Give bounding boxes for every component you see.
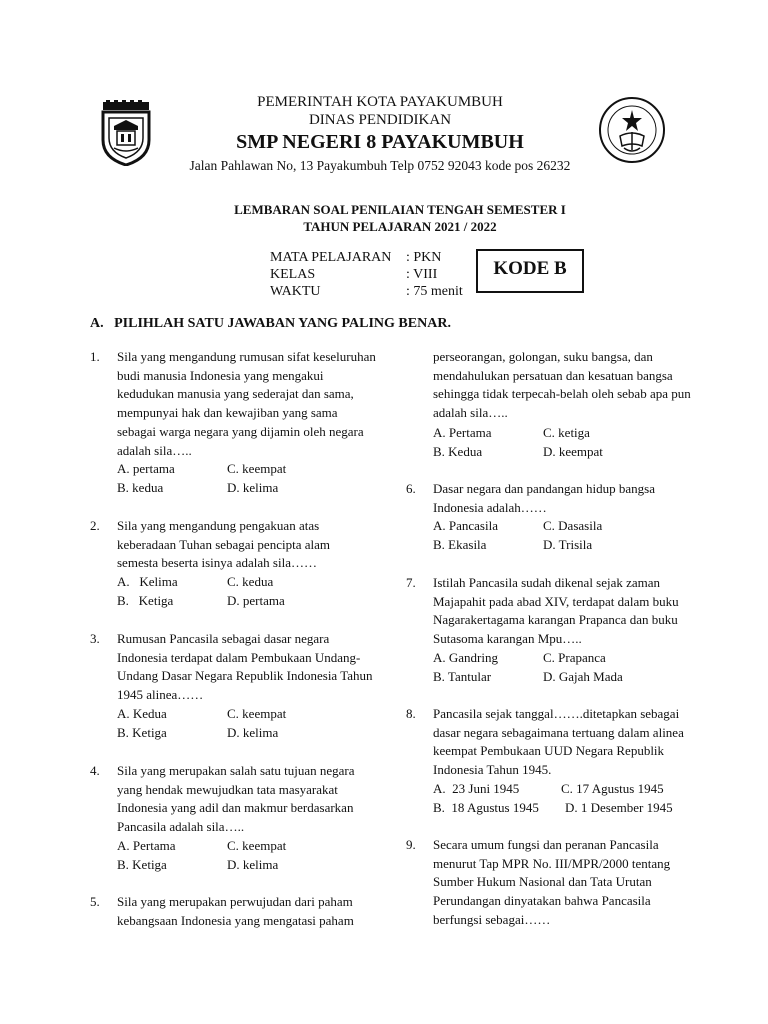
option-row <box>117 479 387 498</box>
exam-title <box>190 201 610 235</box>
question-text: Sila yang merupakan perwujudan dari paham kebangsaan Indonesia yang mengatasi paham <box>117 894 354 928</box>
info-value: : 75 menit <box>406 284 463 299</box>
exam-title-line1: LEMBARAN SOAL PENILAIAN TENGAH SEMESTER I <box>234 202 566 217</box>
info-row <box>270 266 470 283</box>
option-d: D. Gajah Mada <box>543 669 623 684</box>
info-row <box>270 283 470 300</box>
question-number: 1. <box>90 349 100 364</box>
question-text: Secara umum fungsi dan peranan Pancasila menurut Tap MPR No. III/MPR/2000 tentang Sumber Hukum Nasional dan Tata Urutan Perundangan dinyatakan bahwa Pancasila berfungsi sebagai…… <box>433 837 671 927</box>
info-label: MATA PELAJARAN <box>270 250 392 265</box>
option-b: B. 18 Agustus 1945 <box>433 800 539 815</box>
option-row <box>117 460 387 479</box>
option-row <box>117 705 387 724</box>
gov-name: PEMERINTAH KOTA PAYAKUMBUH <box>257 94 503 110</box>
payakumbuh-emblem-logo <box>100 100 152 166</box>
question-number: 8. <box>406 706 416 721</box>
question-number: 5. <box>90 894 100 909</box>
option-row <box>433 649 703 668</box>
option-c: C. 17 Agustus 1945 <box>561 781 664 796</box>
question-number: 9. <box>406 837 416 852</box>
option-a: A. 23 Juni 1945 <box>433 781 520 796</box>
exam-title-line2: TAHUN PELAJARAN 2021 / 2022 <box>303 219 497 234</box>
question-number: 6. <box>406 481 416 496</box>
option-row <box>433 443 703 462</box>
kode-box: KODE B <box>476 249 584 293</box>
option-d: D. pertama <box>227 593 285 608</box>
option-a: A. Kedua <box>117 706 167 721</box>
question-number: 7. <box>406 575 416 590</box>
option-row <box>117 573 387 592</box>
option-a: A. Pertama <box>433 425 492 440</box>
option-a: A. Gandring <box>433 650 498 665</box>
option-row <box>433 424 703 443</box>
option-row <box>433 536 703 555</box>
option-row <box>117 592 387 611</box>
option-b: B. Ketiga <box>117 857 167 872</box>
option-b: B. Ketiga <box>117 593 174 608</box>
option-c: C. keempat <box>227 706 287 721</box>
option-a: A. pertama <box>117 461 175 476</box>
option-c: C. keempat <box>227 461 287 476</box>
option-c: C. Dasasila <box>543 518 603 533</box>
question-text: Rumusan Pancasila sebagai dasar negara Indonesia terdapat dalam Pembukaan Undang-Undang Dasar Negara Republik Indonesia Tahun 1945 alinea…… <box>117 631 373 703</box>
question-text: Sila yang mengandung rumusan sifat keseluruhan budi manusia Indonesia yang mengakui kedudukan manusia yang sederajat dan sama, mempunyai hak dan kewajiban yang sama sebagai warga negara yang dijamin oleh negara adalah sila….. <box>117 349 376 458</box>
info-label: KELAS <box>270 267 316 282</box>
info-value: : PKN <box>406 250 442 265</box>
option-c: C. ketiga <box>543 425 590 440</box>
info-value: : VIII <box>406 267 438 282</box>
option-row <box>433 780 703 799</box>
info-row <box>270 249 470 266</box>
school-name: SMP NEGERI 8 PAYAKUMBUH <box>236 131 524 153</box>
option-row <box>117 837 387 856</box>
option-d: D. kelima <box>227 857 279 872</box>
option-b: B. kedua <box>117 480 164 495</box>
question-text: Dasar negara dan pandangan hidup bangsa Indonesia adalah…… <box>433 481 655 515</box>
question-5-continuation <box>433 348 703 423</box>
option-d: D. keempat <box>543 444 603 459</box>
option-row <box>433 799 703 818</box>
option-b: B. Ekasila <box>433 537 487 552</box>
option-row <box>433 668 703 687</box>
question-text: Pancasila sejak tanggal…….ditetapkan sebagai dasar negara sebagaimana tertuang dalam alinea keempat Pembukaan UUD Negara Republik Indonesia Tahun 1945. <box>433 706 684 778</box>
option-b: B. Ketiga <box>117 725 167 740</box>
question-text: Sila yang mengandung pengakuan atas keberadaan Tuhan sebagai pencipta alam semesta beserta isinya adalah sila…… <box>117 518 330 571</box>
question-text: Istilah Pancasila sudah dikenal sejak zaman Majapahit pada abad XIV, terdapat dalam buku Nagarakertagama karangan Prapanca dan buku Sutasoma karangan Mpu….. <box>433 575 679 647</box>
option-a: A. Pertama <box>117 838 176 853</box>
option-a: A. Pancasila <box>433 518 498 533</box>
option-row <box>117 856 387 875</box>
option-b: B. Kedua <box>433 444 483 459</box>
exam-info <box>270 249 470 300</box>
question-number: 4. <box>90 763 100 778</box>
option-b: B. Tantular <box>433 669 492 684</box>
question-number: 2. <box>90 518 100 533</box>
question-number: 3. <box>90 631 100 646</box>
question-text-continued: perseorangan, golongan, suku bangsa, dan mendahulukan persatuan dan kesatuan bangsa sehingga tidak terpecah-belah oleh sebab apa pun adalah sila….. <box>433 349 691 421</box>
option-c: C. Prapanca <box>543 650 606 665</box>
letterhead <box>150 93 610 175</box>
option-d: D. kelima <box>227 725 279 740</box>
option-c: C. keempat <box>227 838 287 853</box>
option-d: D. Trisila <box>543 537 593 552</box>
option-c: C. kedua <box>227 574 274 589</box>
section-a-heading: A. PILIHLAH SATU JAWABAN YANG PALING BENAR. <box>90 316 451 331</box>
dept-name: DINAS PENDIDIKAN <box>308 112 452 128</box>
question-text: Sila yang merupakan salah satu tujuan negara yang hendak mewujudkan tata masyarakat Indonesia yang adil dan makmur berdasarkan Pancasila adalah sila….. <box>117 763 355 835</box>
option-row <box>117 724 387 743</box>
school-address: Jalan Pahlawan No, 13 Payakumbuh Telp 0752 92043 kode pos 26232 <box>189 158 571 173</box>
option-a: A. Kelima <box>117 574 178 589</box>
option-d: D. 1 Desember 1945 <box>565 800 673 815</box>
option-d: D. kelima <box>227 480 279 495</box>
option-row <box>433 517 703 536</box>
info-label: WAKTU <box>270 284 321 299</box>
